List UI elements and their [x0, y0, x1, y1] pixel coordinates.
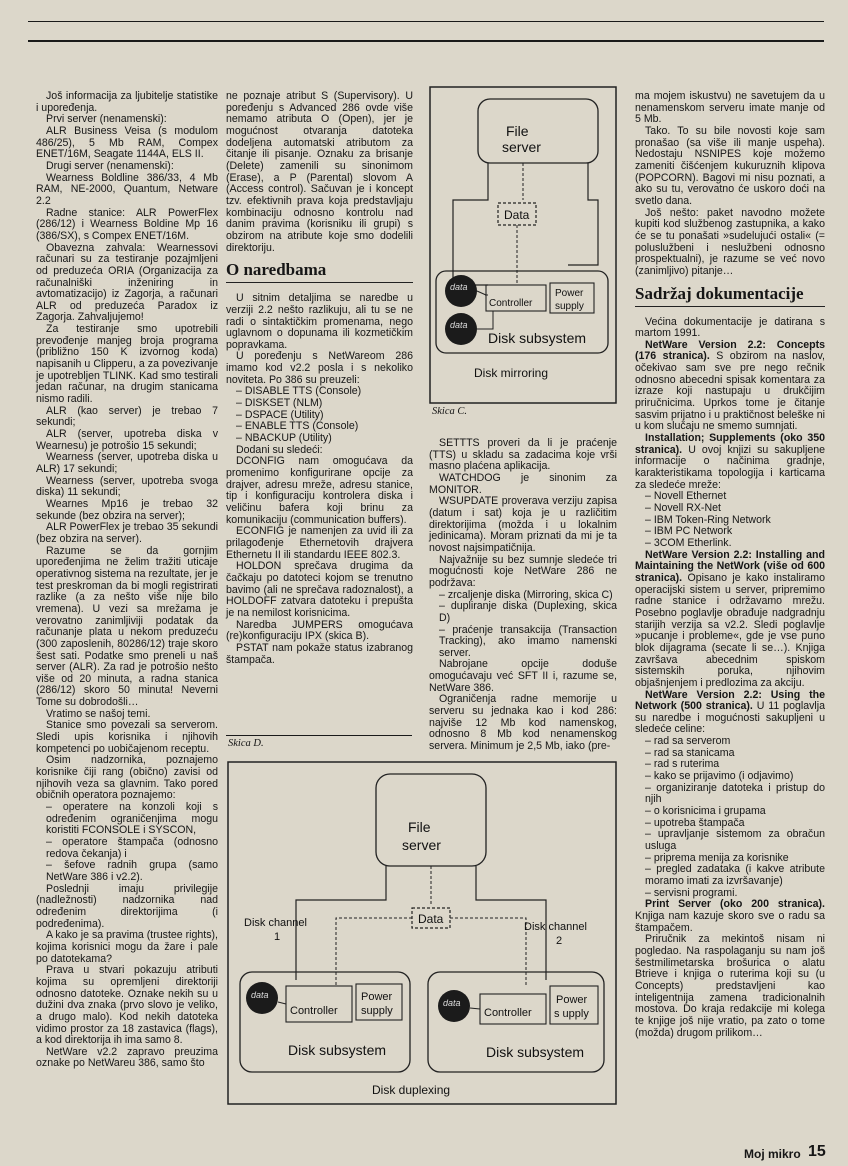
paragraph: [36, 406, 218, 429]
paragraph-text: – upotreba štampača: [645, 816, 745, 829]
paragraph-text: Još nešto: paket navodno možete kupiti kod službenog zastupnika, a kako će se tu ponašati »sudelujući ostali« (= poluslužbeni i neslužbeni odnosno prospektualni), je razume se već novo (zanimljivo) pitanje…: [635, 206, 825, 277]
paragraph-text: – o korisnicima i grupama: [645, 805, 766, 818]
figure-d-disk-duplexing: [226, 760, 618, 1106]
figure-d-power-right-line1: Power: [556, 994, 588, 1006]
paragraph: [36, 91, 218, 114]
figure-c-cable-right: [568, 163, 598, 265]
paragraph: [36, 860, 218, 883]
figure-d-power-right-line2: s upply: [554, 1008, 589, 1020]
paragraph-text: Za testiranje smo upotrebili prevođenje manjeg broja programa (približno 150 K izvornog koda) napisanih u Clipperu, a za povezivanje je upotrebljen TLINK. Kad smo testirali jedan računar, na drugim stanicama nismo radili.: [36, 323, 218, 406]
figure-d-channel1-line2: 1: [274, 931, 281, 943]
paragraph-text: Poslednji imaju privilegije (nadležnosti) nadzornika nad određenim direktorijima (i podređenima).: [36, 882, 218, 930]
paragraph-text: U poređenju s NetWareom 286 imamo kod v2.2 posla i s nekoliko noviteta. Po 386 su preuzeli:: [226, 350, 413, 386]
section-heading: Sadržaj dokumentacije: [635, 284, 825, 307]
paragraph-text: Prvi server (nenamenski):: [46, 113, 167, 126]
paragraph-text: PSTAT nam pokaže status izabranog štampača.: [226, 641, 413, 666]
figure-d-channel2-line2: 2: [556, 935, 563, 947]
paragraph-text: – DISABLE TTS (Console): [236, 385, 362, 398]
paragraph: [635, 899, 825, 934]
paragraph-text: – zrcaljenje diska (Mirroring, skica C): [439, 588, 613, 601]
paragraph: [226, 91, 413, 254]
figure-c-file-server-line2: server: [502, 139, 541, 155]
paragraph-text: Knjiga nam kazuje skoro sve o radu sa štampačem.: [635, 909, 825, 934]
top-rule-thick: [28, 40, 824, 42]
figure-d-file-server-line2: server: [402, 837, 441, 853]
figure-c-disk-2-label: data: [450, 320, 468, 330]
paragraph-lead: NetWare Version 2.2: Installing and Maintaining the NetWork (više od 600 stranica).: [635, 548, 825, 584]
paragraph: [226, 643, 413, 666]
figure-c-file-server-line1: File: [506, 123, 529, 139]
paragraph: [36, 522, 218, 545]
paragraph-text: Wearness (server, upotreba svoga diska) 11 sekundi;: [36, 474, 218, 499]
paragraph: [226, 351, 413, 386]
paragraph: [36, 126, 218, 161]
paragraph-text: – šefove radnih grupa (samo NetWare 386 i v2.2).: [46, 859, 218, 883]
figure-d-power-left-line1: Power: [361, 991, 393, 1003]
figure-d-disk-right-label: data: [443, 998, 461, 1008]
paragraph-text: ne poznaje atribut S (Supervisory). U poređenju s Advanced 286 ovde više nemamo atributa O (Open), jer je mogućnost otvaranja datoteka dodeljena automatski atributom za čitanje ili pisanje. Oznaku za brisanje (Delete) zamenili su sinonimom (Erase), a P (Parental) slovom A (Access control). Sačuvan je i koncept tzv. efektivnih prava koja predstavljaju kombinaciju odnosno kontrolu nad danim pravima (korisniku ili grupi) s obzirom na atribute koje smo dodelili direktoriju.: [226, 90, 413, 254]
figure-c-disk-mirroring: [428, 85, 618, 405]
paragraph: [635, 208, 825, 278]
paragraph-text: Stanice smo povezali sa serverom. Sledi upis korisnika i njihovih kompetenci po uobičajenom receptu.: [36, 719, 218, 755]
figure-c-cable-left: [453, 163, 488, 285]
paragraph: [635, 783, 825, 806]
figure-d-channel1-line1: Disk channel: [244, 917, 307, 929]
figure-d-file-server-line1: File: [408, 819, 431, 835]
paragraph-text: Naredba JUMPERS omogućava (re)konfiguraciju IPX (skica B).: [226, 618, 413, 643]
figure-c-title: Disk mirroring: [474, 366, 549, 380]
paragraph-text: ALR PowerFlex je trebao 35 sekundi (bez obzira na server).: [36, 521, 218, 545]
figure-d-subsystem-left-label: Disk subsystem: [288, 1042, 387, 1058]
paragraph-text: Najvažnije su bez sumnje sledeće tri mogućnosti koje NetWare 286 ne podržava:: [429, 553, 617, 589]
paragraph-text: Većina dokumentacije je datirana s martom 1991.: [635, 315, 825, 340]
paragraph: [36, 755, 218, 802]
paragraph: [36, 173, 218, 208]
paragraph: [36, 884, 218, 931]
paragraph-text: – Novell Ethernet: [645, 490, 727, 503]
paragraph-lead: Print Server (oko 200 stranica).: [645, 898, 825, 911]
figure-c-caption: Skica C.: [432, 406, 467, 417]
paragraph-text: Wearnes Mp16 je trebao 32 sekunde (bez obzira na server);: [36, 497, 218, 522]
paragraph-text: – kako se prijavimo (i odjavimo): [645, 770, 794, 783]
paragraph: [429, 694, 617, 752]
paragraph-text: – upravljanje sistemom za obračun usluga: [645, 828, 825, 853]
paragraph-text: Opisano je kako instaliramo operacijski sistem u server, pripremimo radne stanice i održavamo mrežu. Posebno poglavlje obrađuje nadgradnju starijih verzija sa v2.2. Sledi poglavlje »pucanje i probleme«, gde je vse puno blok dijagrama (secate li se…). Knjiga završava abecednim spiskom sistemskih poruka, njihovim objašnjenjem i predlozima za akciju.: [635, 571, 825, 689]
paragraph-text: – pripremа menija za korisnike: [645, 851, 789, 864]
figure-d-power-left-line2: supply: [361, 1005, 393, 1017]
paragraph: [226, 293, 413, 351]
paragraph-text: Priručnik za mekintoš nisam ni pogledao. Na raspolaganju su nam još šestmilimetarska brošurica o alatu Btrieve i knjiga o ruterima koji su (u Concepts) predstavljeni kao inteligentnija zamena tradicionalnih mostova. Do kraja redakcije mi kolega te knjige još nije vratio, pa zato o tome (možda) drugom prilikom…: [635, 933, 825, 1039]
paragraph-text: – dupliranje diska (Duplexing, skica D): [439, 600, 617, 624]
paragraph-text: – operatere na konzoli koji s određenim ograničenjima mogu koristiti FCONSOLE i SYSCON,: [46, 801, 218, 837]
paragraph-text: Ograničenja radne memorije u serveru su jednaka kao i kod 286: najviše 12 Mb kod namenskog, odnosno 8 Mb kod nenamenskog servera. Minimum je 2,5 Mb, iako (pre-: [429, 693, 617, 753]
paragraph-lead: NetWare Version 2.2: Using the Network (500 stranica).: [635, 688, 825, 713]
paragraph-text: Još informacija za ljubitelje statistike i upoređenja.: [36, 90, 218, 114]
text-column-1: [36, 91, 218, 1070]
text-column-2: [226, 91, 413, 666]
figure-d-caption: Skica D.: [228, 738, 264, 749]
paragraph: [226, 456, 413, 526]
footer-page-number: 15: [808, 1143, 826, 1160]
figure-c-power-line1: Power: [555, 288, 584, 299]
paragraph: [36, 208, 218, 243]
paragraph-text: HOLDON sprečava drugima da čačkaju po datoteci kojom se trenutno bavimo (ali ne sprečava radoznalost), a HOLDOFF zatvara datoteku i prepušta je na nemilost korisnicima.: [226, 560, 413, 619]
figure-d-disk-left-label: data: [251, 990, 269, 1000]
paragraph: [429, 438, 617, 473]
paragraph-text: Dodani su sledeći:: [236, 443, 323, 456]
paragraph: [429, 496, 617, 554]
paragraph: [36, 499, 218, 522]
paragraph-text: – pregled zadataka (i kakve atribute moramo imati za izvršavanje): [645, 863, 825, 887]
paragraph: [429, 625, 617, 660]
paragraph: [36, 243, 218, 325]
figure-c-disk-subsystem-label: Disk subsystem: [488, 330, 587, 346]
figure-c-controller-label: Controller: [489, 298, 533, 309]
mid-rule: [226, 735, 412, 736]
paragraph: [226, 561, 413, 619]
figure-c-power-line2: supply: [555, 301, 584, 312]
paragraph-text: ALR (kao server) je trebao 7 sekundi;: [36, 404, 218, 429]
paragraph: [635, 126, 825, 208]
paragraph-text: U sitnim detaljima se naredbe u verziji 2.2 nešto razlikuju, ali tu se ne radi o sintaktičkim promenama, nego uglavnom o dopunama ili kozmetičkim popravkama.: [226, 292, 413, 351]
paragraph-text: – ENABLE TTS (Console): [236, 420, 359, 433]
paragraph: [635, 317, 825, 340]
paragraph: [635, 91, 825, 126]
paragraph-text: – IBM PC Network: [645, 525, 733, 538]
paragraph: [36, 546, 218, 709]
paragraph-text: Wearness Boldline 386/33, 4 Mb RAM, NE-2000, Quantum, Netware 2.2: [36, 171, 218, 207]
paragraph: [635, 433, 825, 491]
paragraph-text: – servisni programi.: [645, 886, 738, 899]
paragraph-text: – rad sa stanicama: [645, 746, 735, 759]
paragraph-text: – DISKSET (NLM): [236, 397, 323, 410]
paragraph-text: – rad sa serverom: [645, 735, 731, 748]
paragraph-text: – DSPACE (Utility): [236, 408, 324, 421]
figure-d-subsystem-right-label: Disk subsystem: [486, 1044, 585, 1060]
figure-d-controller-right-label: Controller: [484, 1007, 532, 1019]
paragraph-lead: Installation; Supplements (oko 350 stranica).: [635, 432, 825, 456]
paragraph: [36, 452, 218, 475]
paragraph: [635, 340, 825, 433]
paragraph-text: SETTTS proveri da li je praćenje (TTS) u skladu sa zadacima koje vrši masno plaćena aplikacija.: [429, 437, 617, 473]
paragraph: [226, 620, 413, 643]
text-column-3: [429, 438, 617, 753]
footer-magazine: Moj mikro: [744, 1147, 801, 1161]
paragraph-text: – operatore štampača (odnosno redova čekanja) i: [46, 836, 218, 860]
paragraph: [429, 601, 617, 624]
figure-d-title: Disk duplexing: [372, 1083, 451, 1097]
paragraph: [635, 934, 825, 1039]
section-heading: O naredbama: [226, 260, 413, 283]
paragraph-text: Nabrojane opcije doduše omogućavaju već SFT II i, razume se, NetWare 386.: [429, 658, 617, 694]
paragraph-text: WATCHDOG je sinonim za MONITOR.: [429, 471, 617, 496]
paragraph: [36, 720, 218, 755]
paragraph-text: ECONFIG je namenjen za uvid ili za prilagođenje Ethernetovih drajvera Ethernetu II ili standardu IEEE 802.3.: [226, 525, 413, 561]
paragraph: [36, 324, 218, 406]
paragraph: [635, 829, 825, 852]
text-column-4: [635, 91, 825, 1039]
paragraph: [36, 930, 218, 965]
figure-d-data-label: Data: [418, 912, 444, 926]
paragraph-text: – 3COM Etherlink.: [645, 536, 732, 549]
paragraph: [429, 473, 617, 496]
paragraph-lead: NetWare Version 2.2: Concepts (176 stranica).: [635, 338, 825, 363]
paragraph-text: U ovoj knjizi su sakupljene informacije o načinima gradnje, karakteristikama topologija i karticama za sledeće mreže:: [635, 443, 825, 491]
paragraph-text: ma mojem iskustvu) ne savetujem da u nenamenskom serveru imate manje od 5 Mb.: [635, 90, 825, 126]
figure-c-disk-1-label: data: [450, 282, 468, 292]
paragraph: [36, 476, 218, 499]
paragraph-text: – rad s ruterima: [645, 758, 720, 771]
paragraph: [36, 1047, 218, 1070]
paragraph: [635, 690, 825, 737]
paragraph-text: Wearness (server, upotreba diska u ALR) 17 sekundi;: [36, 451, 218, 475]
paragraph-text: U 11 poglavlja su naredbe i mogućnosti sakupljeni u sledeće celine:: [635, 700, 825, 736]
paragraph-text: Vratimo se našoj temi.: [46, 707, 151, 720]
top-rule-thin: [28, 21, 824, 22]
figure-d-cable-left: [296, 866, 386, 980]
paragraph-text: Radne stanice: ALR PowerFlex (286/12) i Wearness Boldine Mp 16 (386/SX), s Compex ENET/16M.: [36, 206, 218, 242]
paragraph-text: Prava u stvari pokazuju atributi kojima su opremljeni direktoriji odnosno datoteke. Oznake nekih su u dužini dva znaka (prvo slovo je veliko, a drugo malo). Kod nekih datoteka vidimo prostor za 18 zastavica (flags), a kod direktorija ih ima samo 8.: [36, 964, 218, 1047]
paragraph-text: A kako je sa pravima (trustee rights), kojima korisnici mogu da žare i pale po datotekama?: [36, 929, 218, 965]
paragraph: [36, 802, 218, 837]
paragraph-text: Drugi server (nenamenski):: [46, 159, 174, 172]
paragraph-text: – organiziranje datoteka i pristup do njih: [645, 781, 825, 806]
paragraph-text: Obavezna zahvala: Wearnessovi računari su za testiranje pozajmljeni od preduzeća ORIA (Organizacija za računalniški inženiring in avtomatizacijo) iz Zagorja, a računari ALR od preduzeća Paradox iz Zagorja. Zahvaljujemo!: [36, 241, 218, 324]
paragraph: [36, 429, 218, 452]
paragraph: [429, 555, 617, 590]
paragraph: [226, 526, 413, 561]
paragraph-text: Razume se da gornjim upoređenjima ne želim tražiti uticaje operativnog sistema na rezultate, jer je test preskroman da bi mogli registrirati razlike (a za nešto više nije bilo vremena). U vezi sa mrežama je verovatno zanimljiviji podatak da računanje plata u nekom preduzeću (300 zaposlenih, 80286/12) traje skoro šest sati. Podatke smo preneli u naš server (ALR). Za rad je potrošio nešto više od 20 minuta, a radna stanica (286/12) skoro 50 minuta! Neverni Tome su dobrodošli…: [36, 544, 218, 709]
figure-c-data-label: Data: [504, 208, 530, 222]
paragraph-text: S obzirom na naslov, očekivao sam sve pre nego rečnik odnosno abecedni spisak komentara za izraze koji nastupaju u drukčijim priručnicima. Uprkos tome je čitanje sasvim prijatno i u praktičnost beleške ni u kom slučaju ne smemo sumnjati.: [635, 350, 825, 433]
paragraph-text: WSUPDATE proverava verziju zapisa (datum i sat) koja je u različitim direktorijima (možda i u lokalnim jedinicama). Moram priznati da mi je ta novost najsimpatičnija.: [429, 495, 617, 554]
paragraph-text: Tako. To su bile novosti koje sam pronašao (sa više ili manje uspeha). Nedostaju NSNIPES koje možemo zameniti čišćenjem kukuruznih klipova (POPCORN). Bagovi mi nisu poznati, a ako su tu, verovatno će uskoro doći na svetlo dana.: [635, 124, 825, 207]
paragraph-text: – NBACKUP (Utility): [236, 432, 332, 445]
paragraph: [635, 550, 825, 690]
paragraph-text: Osim nadzornika, poznajemo korisnike čiji rang (obično) zavisi od njihovih veza sa glavnim. Tako pored običnih operatora poznajemo:: [36, 754, 218, 802]
paragraph-text: – praćenje transakcija (Transaction Tracking), ako imamo namenski server.: [439, 623, 617, 659]
figure-d-controller-left-label: Controller: [290, 1005, 338, 1017]
paragraph-text: – Novell RX-Net: [645, 502, 721, 514]
paragraph: [36, 837, 218, 860]
paragraph-text: ALR (server, upotreba diska v Wearnesu) je potrošio 15 sekundi;: [36, 428, 218, 452]
paragraph: [36, 965, 218, 1047]
paragraph-text: NetWare v2.2 zapravo preuzima oznake po NetWareu 386, samo što: [36, 1045, 218, 1070]
paragraph: [429, 659, 617, 694]
paragraph: [635, 864, 825, 887]
paragraph-text: DCONFIG nam omogućava da promenimo konfigurirane opcije za drajver, adresu mreže, adresu stanice, tip i konfiguraciju kontrolera diska i veličinu bafera koji brinu za komunikaciju (communication buffers).: [226, 455, 413, 526]
figure-d-channel2-line1: Disk channel: [524, 921, 587, 933]
paragraph-text: ALR Business Veisa (s modulom 486/25), 5 Mb RAM, Compex ENET/16M, Seagate 1144A, ELS II.: [36, 124, 218, 161]
paragraph-text: – IBM Token-Ring Network: [645, 513, 771, 526]
